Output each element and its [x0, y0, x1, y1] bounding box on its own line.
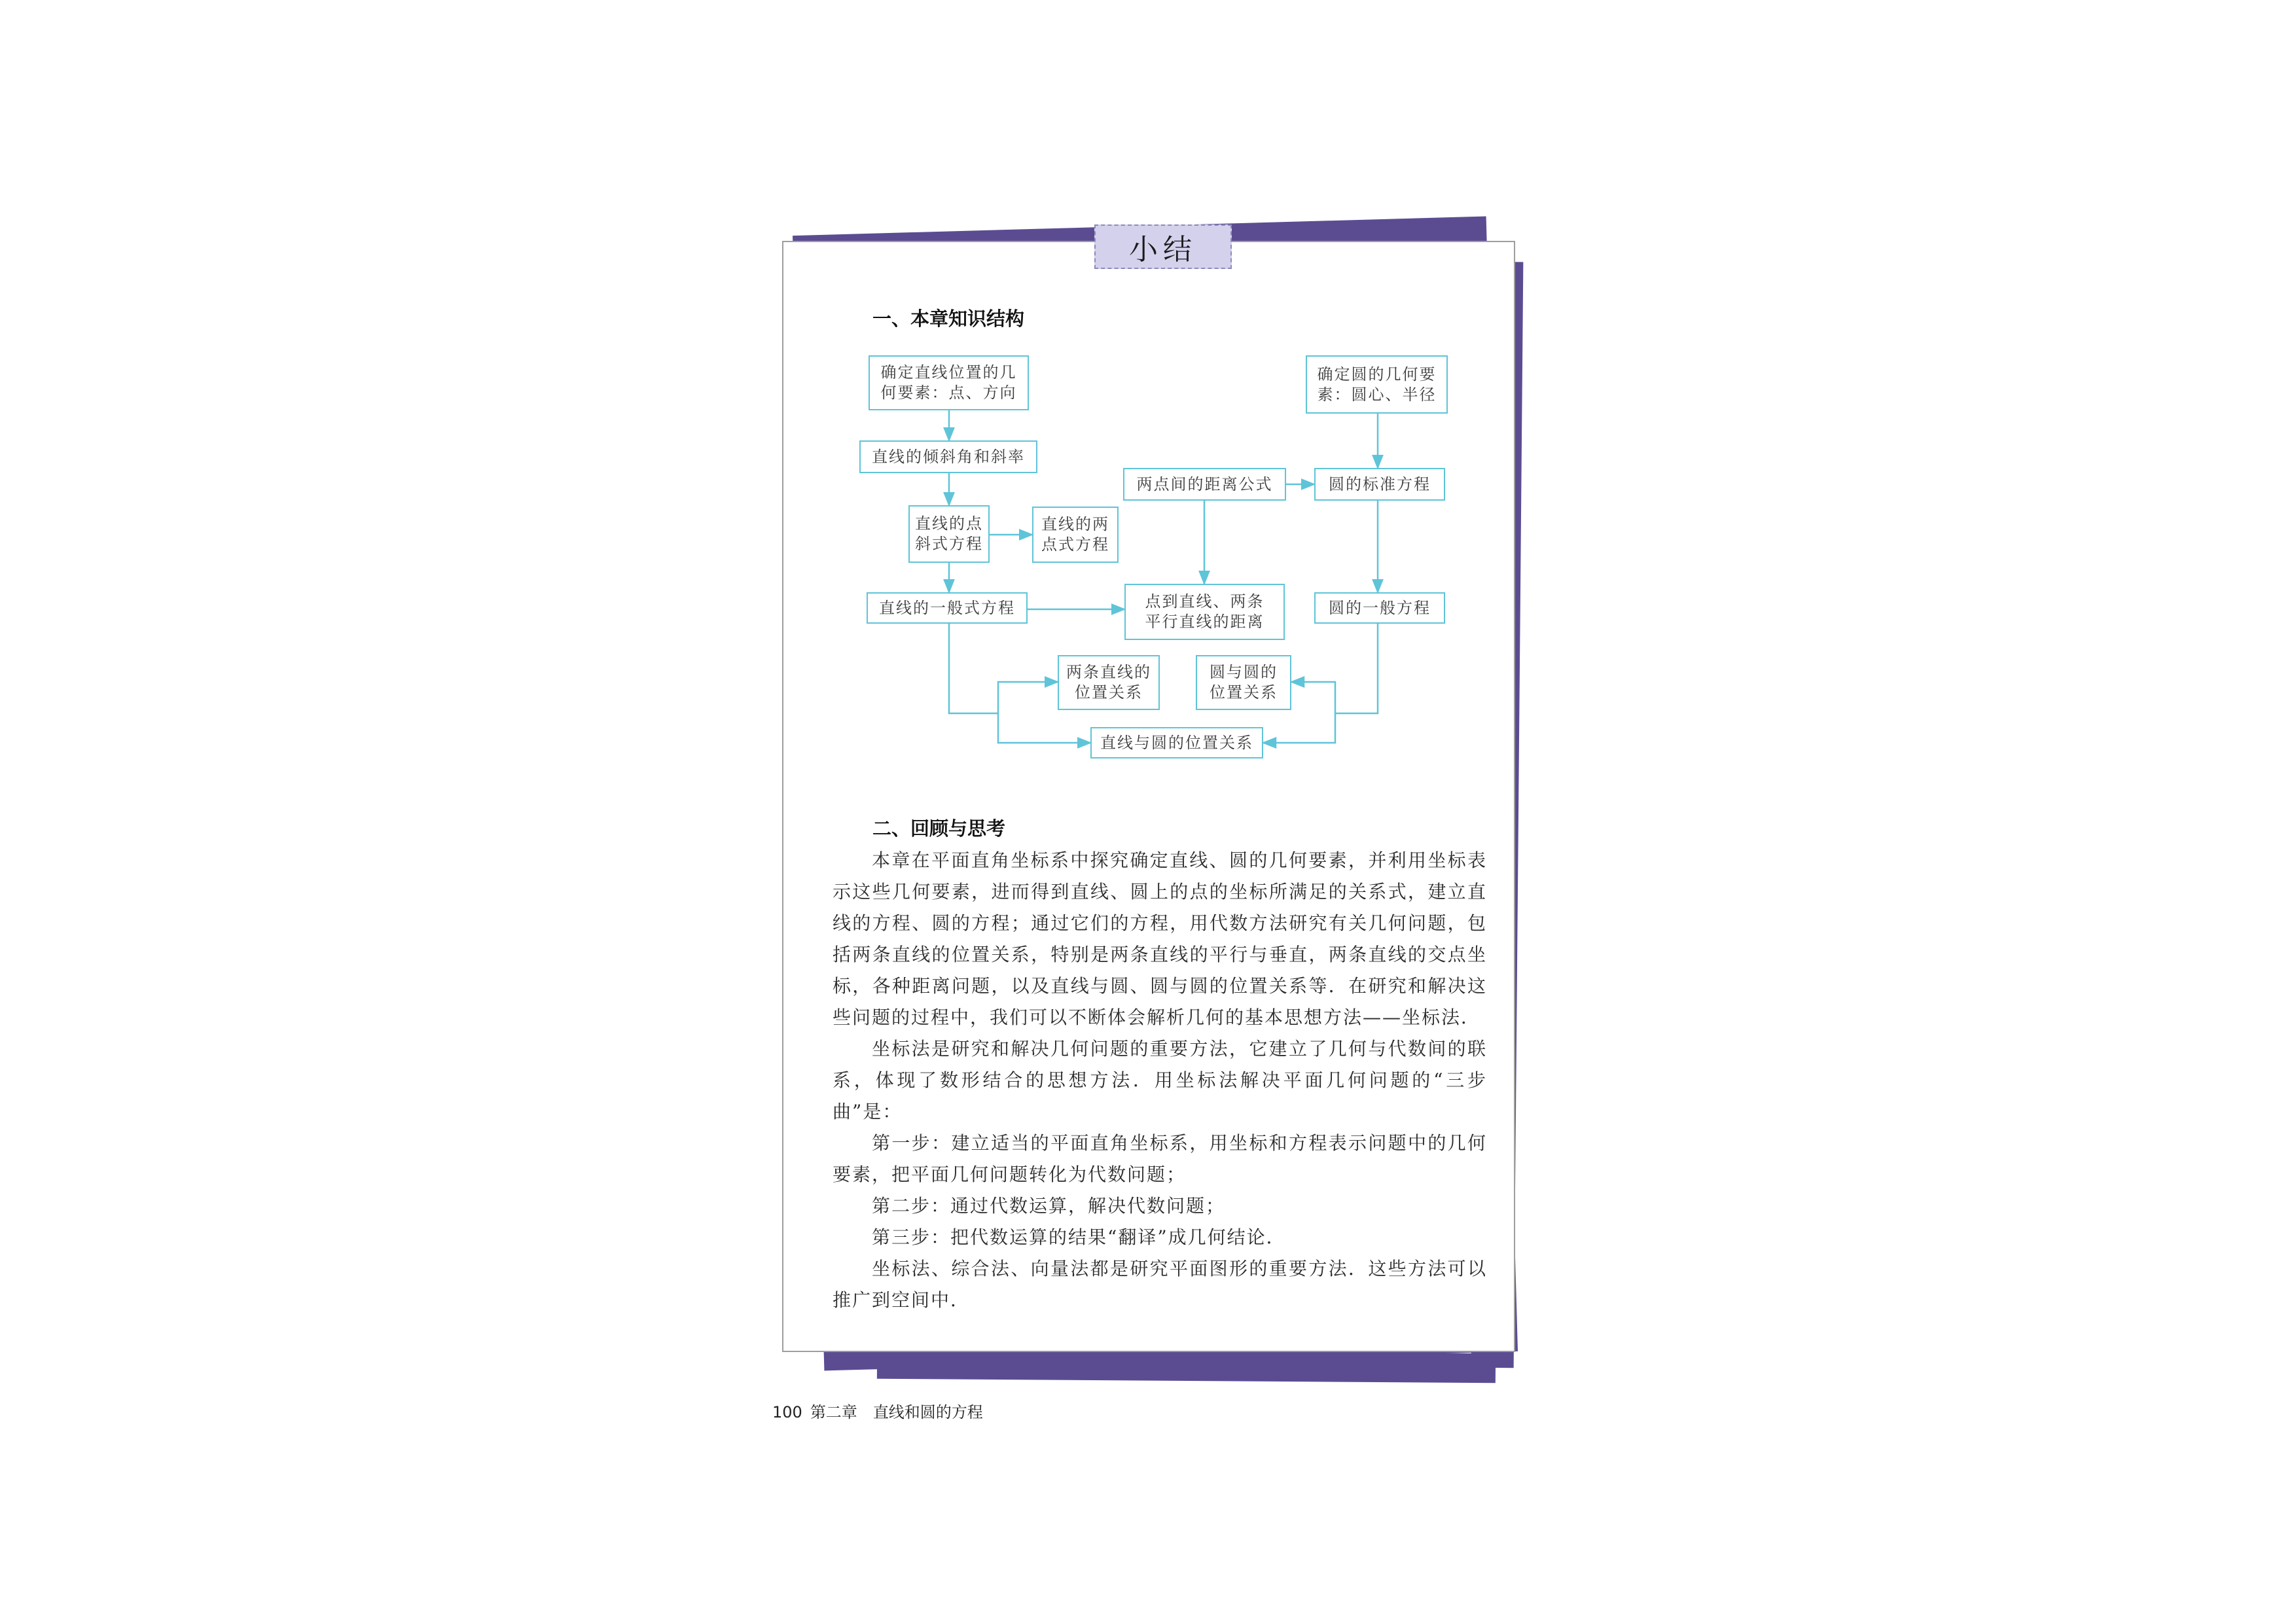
summary-title-tab	[1094, 224, 1232, 269]
chapter-title: 直线和圆的方程	[872, 1403, 983, 1421]
arrow-merge-to-circle-circle	[1291, 682, 1335, 713]
arrow-merge-to-two-lines	[998, 682, 1058, 713]
review-step-three: 第三步：把代数运算的结果“翻译”成几何结论．	[872, 1226, 1286, 1248]
page-title: 小结	[1129, 233, 1197, 266]
page-number: 100	[772, 1403, 802, 1421]
node-incline-slope: 直线的倾斜角和斜率	[859, 440, 1037, 473]
node-circle-standard-equation: 圆的标准方程	[1314, 468, 1445, 501]
node-two-lines-relation: 两条直线的 位置关系	[1058, 655, 1160, 710]
node-general-line-equation: 直线的一般式方程	[867, 592, 1028, 624]
node-circle-elements: 确定圆的几何要 素：圆心、半径	[1306, 355, 1448, 414]
section-heading-review: 二、回顾与思考	[872, 817, 1006, 840]
node-circle-general-equation: 圆的一般方程	[1314, 592, 1445, 624]
line-right-down-to-merge	[1335, 624, 1378, 713]
review-step-one: 第一步：建立适当的平面直角坐标系，用坐标和方程表示问题中的几何要素，把平面几何问题转化为代数问题；	[833, 1132, 1487, 1185]
node-point-line-distance: 点到直线、两条 平行直线的距离	[1124, 584, 1285, 640]
node-line-circle-relation: 直线与圆的位置关系	[1090, 727, 1263, 758]
node-point-slope-equation: 直线的点 斜式方程	[908, 505, 990, 563]
knowledge-structure-diagram	[851, 350, 1473, 769]
review-step-two: 第二步：通过代数运算，解决代数问题；	[872, 1195, 1226, 1217]
node-line-elements: 确定直线位置的几 何要素：点、方向	[869, 355, 1029, 410]
chapter-label: 第二章	[810, 1403, 857, 1421]
line-left-down-to-merge	[949, 624, 998, 713]
node-two-point-distance: 两点间的距离公式	[1123, 468, 1286, 501]
arrow-merge-to-line-circle	[998, 713, 1090, 743]
review-paragraph: 坐标法、综合法、向量法都是研究平面图形的重要方法．这些方法可以推广到空间中．	[833, 1258, 1487, 1311]
review-body	[833, 845, 1487, 1316]
arrow-merge-to-line-circle-right	[1263, 713, 1335, 743]
node-circle-circle-relation: 圆与圆的 位置关系	[1196, 655, 1291, 710]
review-paragraph: 坐标法是研究和解决几何问题的重要方法，它建立了几何与代数间的联系，体现了数形结合的思想方法．用坐标法解决平面几何问题的“三步曲”是：	[833, 1038, 1487, 1122]
node-two-point-equation: 直线的两 点式方程	[1032, 507, 1119, 563]
review-paragraph: 本章在平面直角坐标系中探究确定直线、圆的几何要素，并利用坐标表示这些几何要素，进而得到直线、圆上的点的坐标所满足的关系式，建立直线的方程、圆的方程；通过它们的方程，用代数方法研究有关几何问题，包括两条直线的位置关系，特别是两条直线的平行与垂直，两条直线的交点坐标，各种距离问题，以及直线与圆、圆与圆的位置关系等．在研究和解决这些问题的过程中，我们可以不断体会解析几何的基本思想方法——坐标法．	[833, 849, 1487, 1028]
page-footer	[772, 1399, 983, 1422]
section-heading-knowledge-structure: 一、本章知识结构	[872, 308, 1025, 330]
purple-bottom-edge	[877, 1349, 1496, 1383]
